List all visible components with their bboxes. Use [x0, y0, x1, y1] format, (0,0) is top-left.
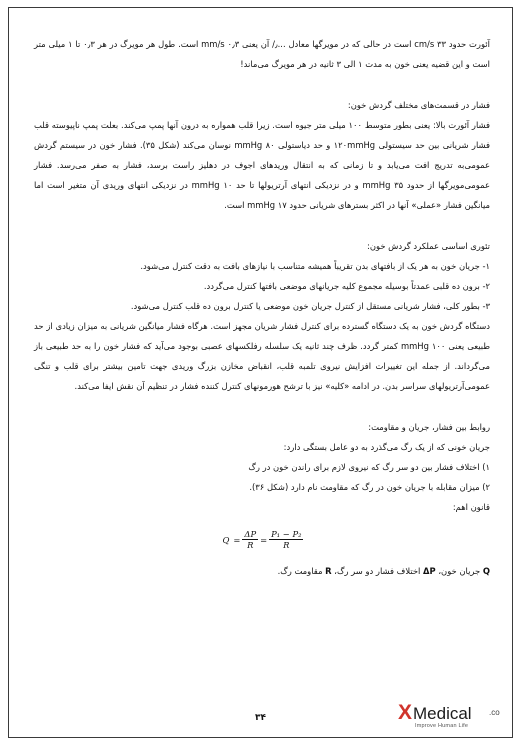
- legend-dp-text: اختلاف فشار دو سر رگ،: [334, 566, 421, 576]
- ohm-law-label: قانون اهم:: [452, 502, 490, 512]
- legend-r-text: مقاومت رگ.: [277, 566, 323, 576]
- formula-fraction-2: $\frac{\text{P₁ − P₂}}{R}$: [271, 529, 302, 550]
- paragraph-flow-speed: آئورت حدود ۳۳ cm/s است در حالی که در مویرگها معادل ...٫/ آن یعنی ۰٫۳ mm/s است. طول هر مویرگ در هر ۰٫۳ تا ۱ میلی متر است و این قضیه یعنی خون به مدت ۱ الی ۳ ثانیه در هر مویرگ می‌ماند!: [34, 39, 490, 69]
- ohm-law-formula: Q = $\frac{\Delta P}{R}$ = $\frac{\text{P₁ − P₂}}{R}$: [222, 529, 302, 550]
- list-item-3: ۳- بطور کلی، فشار شریانی مستقل از کنترل جریان خون موضعی یا کنترل برون ده قلب کنترل می‌شود.: [130, 301, 490, 311]
- factor-item-1: ۱) اختلاف فشار بین دو سر رگ که نیروی لازم برای راندن خون در رگ: [248, 462, 490, 472]
- xmedical-logo: [398, 702, 510, 732]
- list-item-2: ۲- برون ده قلبی عمدتاً بوسیله مجموع کلیه جریانهای موضعی بافتها کنترل می‌گردد.: [203, 281, 490, 291]
- list-item-1: ۱- جریان خون به هر یک از بافتهای بدن تقریباً همیشه متناسب با نیازهای بافت به دقت کنترل می‌شود.: [140, 261, 490, 271]
- logo-x-mark: X: [398, 701, 413, 724]
- heading-basic-theory: تئوری اساسی عملکرد گردش خون:: [367, 241, 490, 251]
- paragraph-two-factors: جریان خونی که از یک رگ می‌گذرد به دو عامل بستگی دارد:: [283, 442, 490, 452]
- logo-tagline: Improve Human Life: [415, 723, 469, 729]
- paragraph-pressure-control: دستگاه گردش خون به یک دستگاه گسترده برای کنترل فشار شریان مجهز است. هرگاه فشار میانگین شریانی به میزان زیادی از حد طبیعی یعنی ۱۰۰ mmHg کمتر گردد. ظرف چند ثانیه یک سلسله رفلکسهای عصبی بوجود می‌آید که فشار خون را به حد طبیعی باز می‌گرداند. از جمله این تغییرات افزایش نیروی تلمبه قلب، انقباض مخازن بزرگ وریدی جهت تامین بیشتر برای قلب و تنگی عمومی‌آرتریولهای سراسر بدن. در ادامه «کلیه» نیز با ترشح هورمونهای کنترل کننده فشار در تنظیم آن نقش ایفا می‌کند.: [34, 321, 490, 391]
- formula-legend: [34, 561, 490, 581]
- page-number: ۳۴: [255, 713, 266, 723]
- heading-relations: روابط بین فشار، جریان و مقاومت:: [368, 422, 490, 432]
- legend-dp-symbol: ΔP: [423, 566, 436, 576]
- page-content: [34, 34, 490, 581]
- factor-item-2: ۲) میزان مقابله با جریان خون در رگ که مقاومت نام دارد (شکل ۳۶).: [249, 482, 490, 492]
- legend-r-symbol: R: [325, 566, 332, 576]
- paragraph-aortic-pressure: فشار آئورت بالا: یعنی بطور متوسط ۱۰۰ میلی متر جیوه است. زیرا قلب همواره به درون آنها پمپ می‌کند. بعلت پمپ ناپیوسته قلب فشار شریانی بین حد سیستولی ۱۲۰mmHg و حد دیاستولی ۸۰ mmHg نوسان می‌کند (شکل ۳۵). فشار خون در سیستم گردش عمومی‌به تدریج افت می‌یابد و تا زمانی که به انتقال وریدهای اجوف در دهلیز راست برسد، فشار به صفر می‌رسد. فشار عمومی‌مویرگها از حدود ۳۵ mmHg و در نزدیکی انتهای آرتریولها تا حد ۱۰ mmHg در نزدیکی انتهای وریدی آن متغیر است اما میانگین فشار «عملی» آنها در اکثر بسترهای شریانی حدود ۱۷ mmHg است.: [34, 120, 490, 210]
- formula-fraction-1: $\frac{\Delta P}{R}$: [244, 529, 257, 550]
- heading-pressure-sections: فشار در قسمت‌های مختلف گردش خون:: [347, 100, 490, 110]
- logo-suffix: .co: [489, 708, 500, 717]
- legend-q-text: جریان خون،: [438, 566, 481, 576]
- logo-wordmark: Medical: [413, 704, 472, 723]
- formula-lhs: Q: [222, 534, 230, 545]
- legend-q-symbol: Q: [482, 566, 490, 576]
